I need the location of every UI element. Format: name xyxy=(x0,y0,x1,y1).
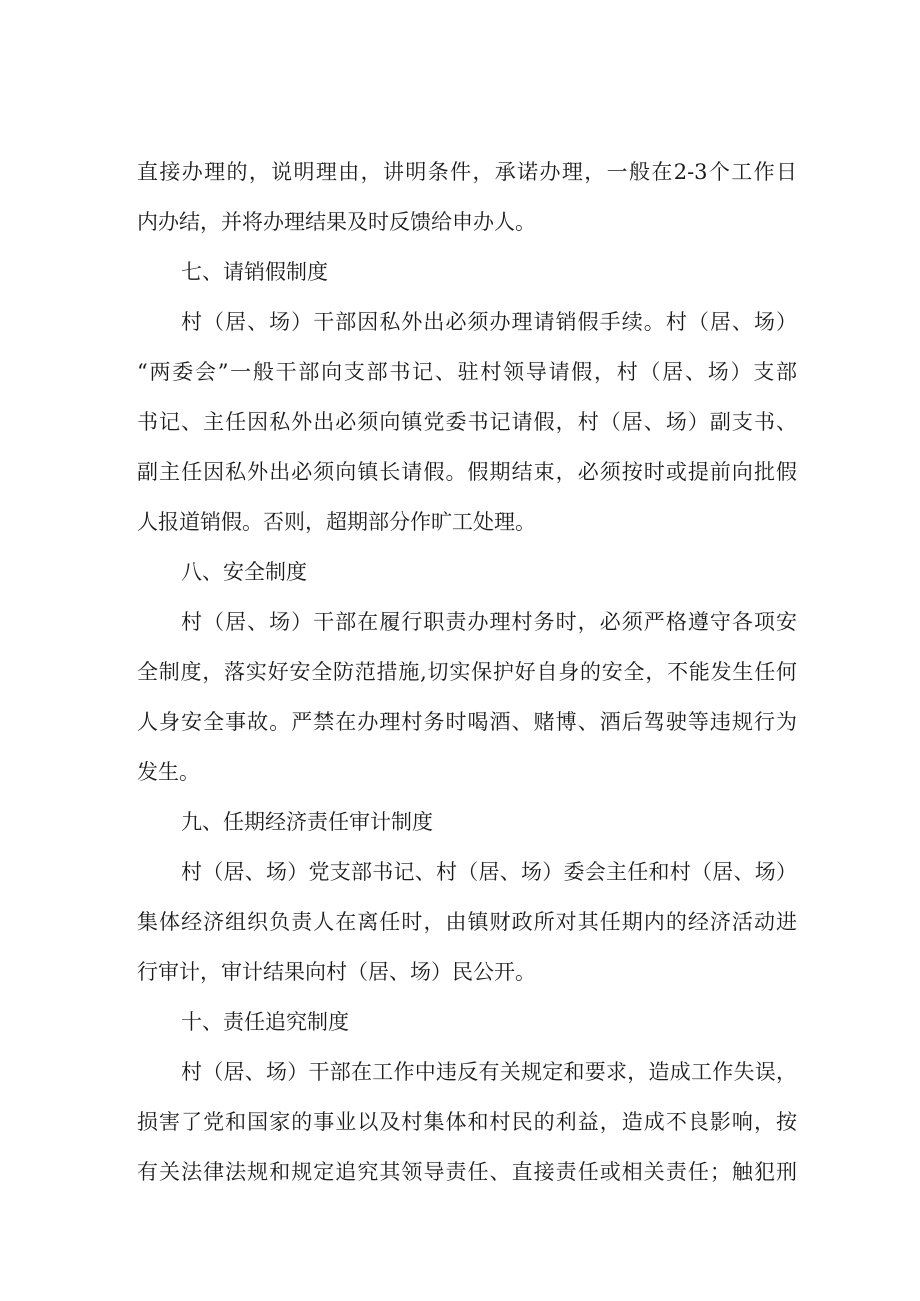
section-heading-safety: 八、安全制度 xyxy=(181,560,307,584)
paragraph-line: 直接办理的，说明理由，讲明条件，承诺办理，一般在2-3个工作日 xyxy=(137,160,797,184)
paragraph-line: 村（居、场）干部因私外出必须办理请销假手续。村（居、场） xyxy=(181,310,797,334)
paragraph-line: 村（居、场）干部在履行职责办理村务时，必须严格遵守各项安 xyxy=(181,610,797,634)
paragraph-line: 全制度，落实好安全防范措施,切实保护好自身的安全，不能发生任何 xyxy=(137,660,797,684)
paragraph-line: 村（居、场）干部在工作中违反有关规定和要求，造成工作失误， xyxy=(181,1060,797,1084)
section-heading-leave: 七、请销假制度 xyxy=(181,260,328,284)
paragraph-line: 内办结，并将办理结果及时反馈给申办人。 xyxy=(137,210,536,234)
paragraph-line: 书记、主任因私外出必须向镇党委书记请假，村（居、场）副支书、 xyxy=(137,410,797,434)
paragraph-line: “两委会”一般干部向支部书记、驻村领导请假，村（居、场）支部 xyxy=(137,360,797,384)
paragraph-line: 有关法律法规和规定追究其领导责任、直接责任或相关责任；触犯刑 xyxy=(137,1160,797,1184)
paragraph-line: 集体经济组织负责人在离任时，由镇财政所对其任期内的经济活动进 xyxy=(137,910,797,934)
paragraph-line: 副主任因私外出必须向镇长请假。假期结束，必须按时或提前向批假 xyxy=(137,460,797,484)
paragraph-line: 人报道销假。否则，超期部分作旷工处理。 xyxy=(137,510,536,534)
paragraph-line: 损害了党和国家的事业以及村集体和村民的利益，造成不良影响，按 xyxy=(137,1110,797,1134)
paragraph-line: 发生。 xyxy=(137,760,200,784)
section-heading-accountability: 十、责任追究制度 xyxy=(181,1010,349,1034)
paragraph-line: 行审计，审计结果向村（居、场）民公开。 xyxy=(137,960,536,984)
paragraph-line: 人身安全事故。严禁在办理村务时喝酒、赌博、酒后驾驶等违规行为 xyxy=(137,710,797,734)
paragraph-line: 村（居、场）党支部书记、村（居、场）委会主任和村（居、场） xyxy=(181,860,797,884)
section-heading-audit: 九、任期经济责任审计制度 xyxy=(181,810,433,834)
